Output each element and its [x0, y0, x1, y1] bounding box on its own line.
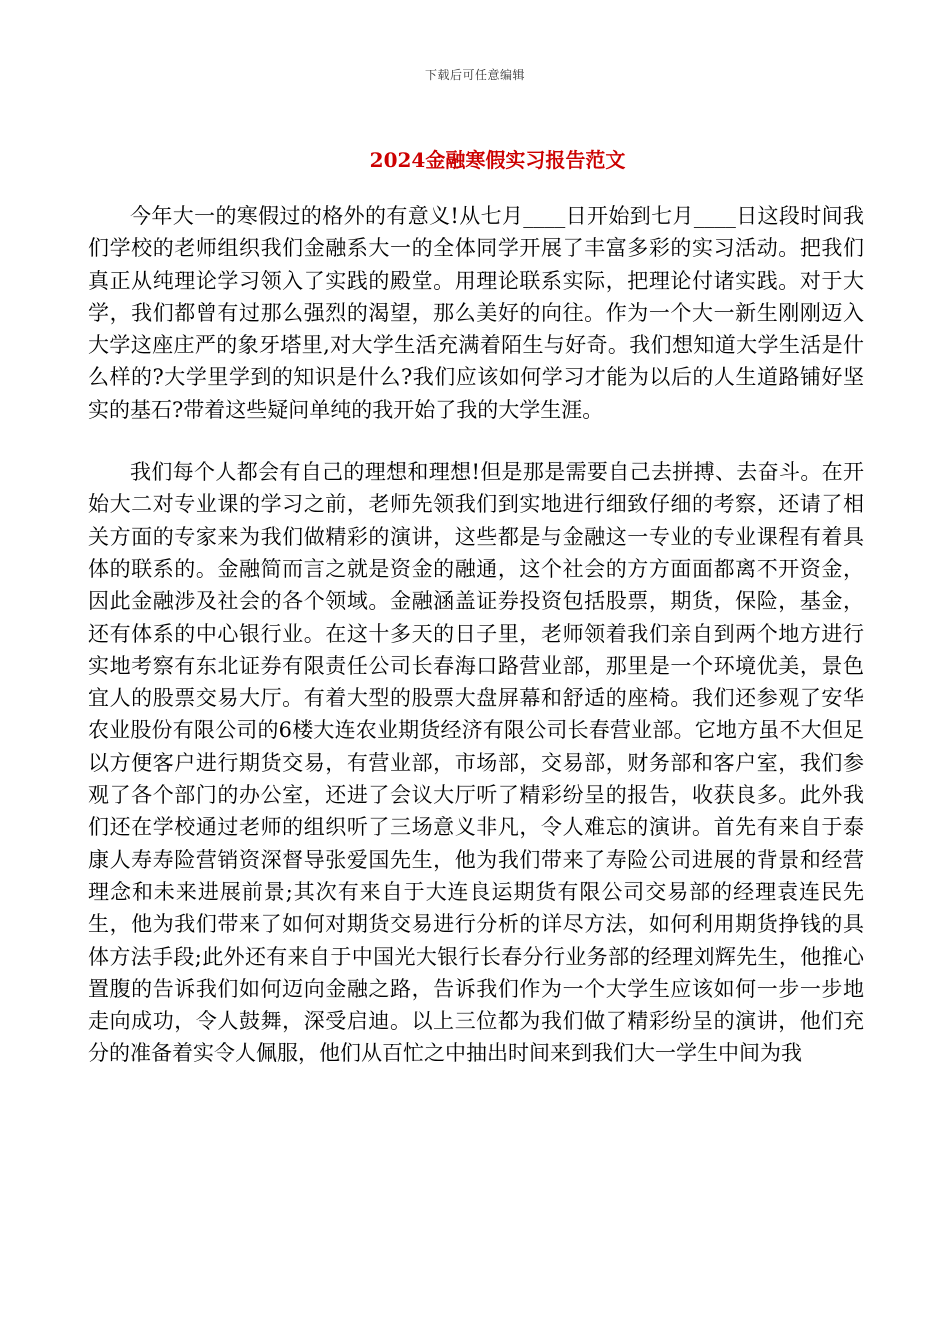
- paragraph-2: 我们每个人都会有自己的理想和理想!但是那是需要自己去拼搏、去奋斗。在开始大二对专业课的学习之前，老师先领我们到实地进行细致仔细的考察，还请了相关方面的专家来为我们做精彩的演讲，这些都是与金融这一专业的专业课程有着具体的联系的。金融简而言之就是资金的融通，这个社会的方方面面都离不开资金，因此金融涉及社会的各个领域。金融涵盖证券投资包括股票，期货，保险，基金，还有体系的中心银行业。在这十多天的日子里，老师领着我们亲自到两个地方进行实地考察有东北证券有限责任公司长春海口路营业部，那里是一个环境优美，景色宜人的股票交易大厅。有着大型的股票大盘屏幕和舒适的座椅。我们还参观了安华农业股份有限公司的6楼大连农业期货经济有限公司长春营业部。它地方虽不大但足以方便客户进行期货交易，有营业部，市场部，交易部，财务部和客户室，我们参观了各个部门的办公室，还进了会议大厅听了精彩纷呈的报告，收获良多。此外我们还在学校通过老师的组织听了三场意义非凡，令人难忘的演讲。首先有来自于泰康人寿寿险营销资深督导张爱国先生，他为我们带来了寿险公司进展的背景和经营理念和未来进展前景;其次有来自于大连良运期货有限公司交易部的经理袁连民先生，他为我们带来了如何对期货交易进行分析的详尽方法，如何利用期货挣钱的具体方法手段;此外还有来自于中国光大银行长春分行业务部的经理刘辉先生，他推心置腹的告诉我们如何迈向金融之路，告诉我们作为一个大学生应该如何一步一步地走向成功，令人鼓舞，深受启迪。以上三位都为我们做了精彩纷呈的演讲，他们充分的准备着实令人佩服，他们从百忙之中抽出时间来到我们大一学生中间为我: [88, 460, 864, 1066]
- header-note: 下载后可任意编辑: [424, 68, 525, 82]
- document-title: 2024金融寒假实习报告范文: [369, 148, 626, 172]
- document-body: [88, 200, 864, 1070]
- paragraph-1: 今年大一的寒假过的格外的有意义!从七月____日开始到七月____日这段时间我们学校的老师组织我们金融系大一的全体同学开展了丰富多彩的实习活动。把我们真正从纯理论学习领入了实践的殿堂。用理论联系实际，把理论付诸实践。对于大学，我们都曾有过那么强烈的渴望，那么美好的向往。作为一个大一新生刚刚迈入大学这座庄严的象牙塔里,对大学生活充满着陌生与好奇。我们想知道大学生活是什么样的?大学里学到的知识是什么?我们应该如何学习才能为以后的人生道路铺好坚实的基石?带着这些疑问单纯的我开始了我的大学生涯。: [88, 204, 864, 422]
